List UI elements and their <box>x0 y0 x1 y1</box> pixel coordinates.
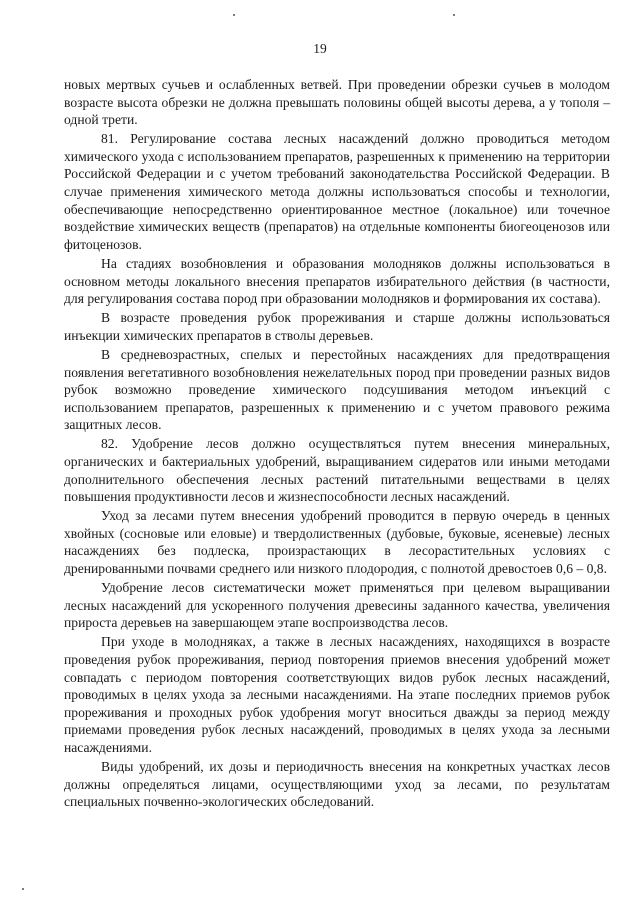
paragraph-mature-stands: В средневозрастных, спелых и перестойных насаждениях для предотвращения появления вегетативного возобновления нежелательных пород при проведении разных видов рубок возможно проведение химического подсушивания методом инъекций с использованием препаратов, разрешенных к применению и с учетом правового режима защитных лесов. <box>64 346 610 433</box>
scan-speck <box>233 14 235 16</box>
paragraph-continuation: новых мертвых сучьев и ослабленных ветвей. При проведении обрезки сучьев в молодом возрасте высота обрезки не должна превышать половины общей высоты дерева, а у тополя – одной трети. <box>64 77 610 128</box>
document-body <box>64 76 610 811</box>
paragraph-81: 81. Регулирование состава лесных насаждений должно проводиться методом химического ухода с использованием препаратов, разрешенных к применению на территории Российской Федерации и с учетом требований законодательства Российской Федерации. В случае применения химического метода должны использоваться способы и технологии, обеспечивающие непосредственно ориентированное местное (локальное) или точечное воздействие химических веществ (препаратов) на отдельные компоненты биогеоценозов или фитоценозов. <box>64 131 610 252</box>
paragraph-fertilizer-types: Виды удобрений, их дозы и периодичность внесения на конкретных участках лесов должны определяться лицами, осуществляющими уход за лесами, по результатам специальных почвенно-экологических обследований. <box>64 759 610 810</box>
page-number: 19 <box>313 41 327 56</box>
paragraph-82: 82. Удобрение лесов должно осуществляться путем внесения минеральных, органических и бактериальных удобрений, выращиванием сидератов или иными методами дополнительного обеспечения лесных растений питательными веществами в целях повышения продуктивности лесов и жизнеспособности лесных насаждений. <box>64 436 610 505</box>
paragraph-systematic-fertilization: Удобрение лесов систематически может применяться при целевом выращивании лесных насаждений для ускоренного получения древесины заданного качества, увеличения прироста деревьев на завершающем этапе воспроизводства лесов. <box>64 580 610 631</box>
scan-speck <box>453 14 455 16</box>
paragraph-young-stands: При уходе в молодняках, а также в лесных насаждениях, находящихся в возрасте проведения рубок прореживания, период повторения приемов внесения удобрений может совпадать с периодом повторения соответствующих видов рубок лесных насаждений, проводимых в целях ухода за лесными насаждениями. На этапе последних приемов рубок прореживания и проходных рубок удобрения могут вноситься дважды за период между приемами проведения рубок лесных насаждений, проводимых в целях ухода за лесными насаждениями. <box>64 634 610 755</box>
paragraph-fertilizer-priority: Уход за лесами путем внесения удобрений проводится в первую очередь в ценных хвойных (сосновые или еловые) и твердолиственных (дубовые, буковые, ясеневые) лесных насаждениях без подлеска, произрастающих в лесорастительных условиях с дренированными почвами среднего или низкого плодородия, с полнотой древостоев 0,6 – 0,8. <box>64 508 610 577</box>
paragraph-thinning-age: В возрасте проведения рубок прореживания и старше должны использоваться инъекции химических препаратов в стволы деревьев. <box>64 310 610 343</box>
paragraph-regeneration-stage: На стадиях возобновления и образования молодняков должны использоваться в основном методы локального внесения препаратов избирательного действия (в частности, для регулирования состава пород при образовании молодняков и формирования их состава). <box>64 255 610 307</box>
scan-speck <box>22 888 24 890</box>
